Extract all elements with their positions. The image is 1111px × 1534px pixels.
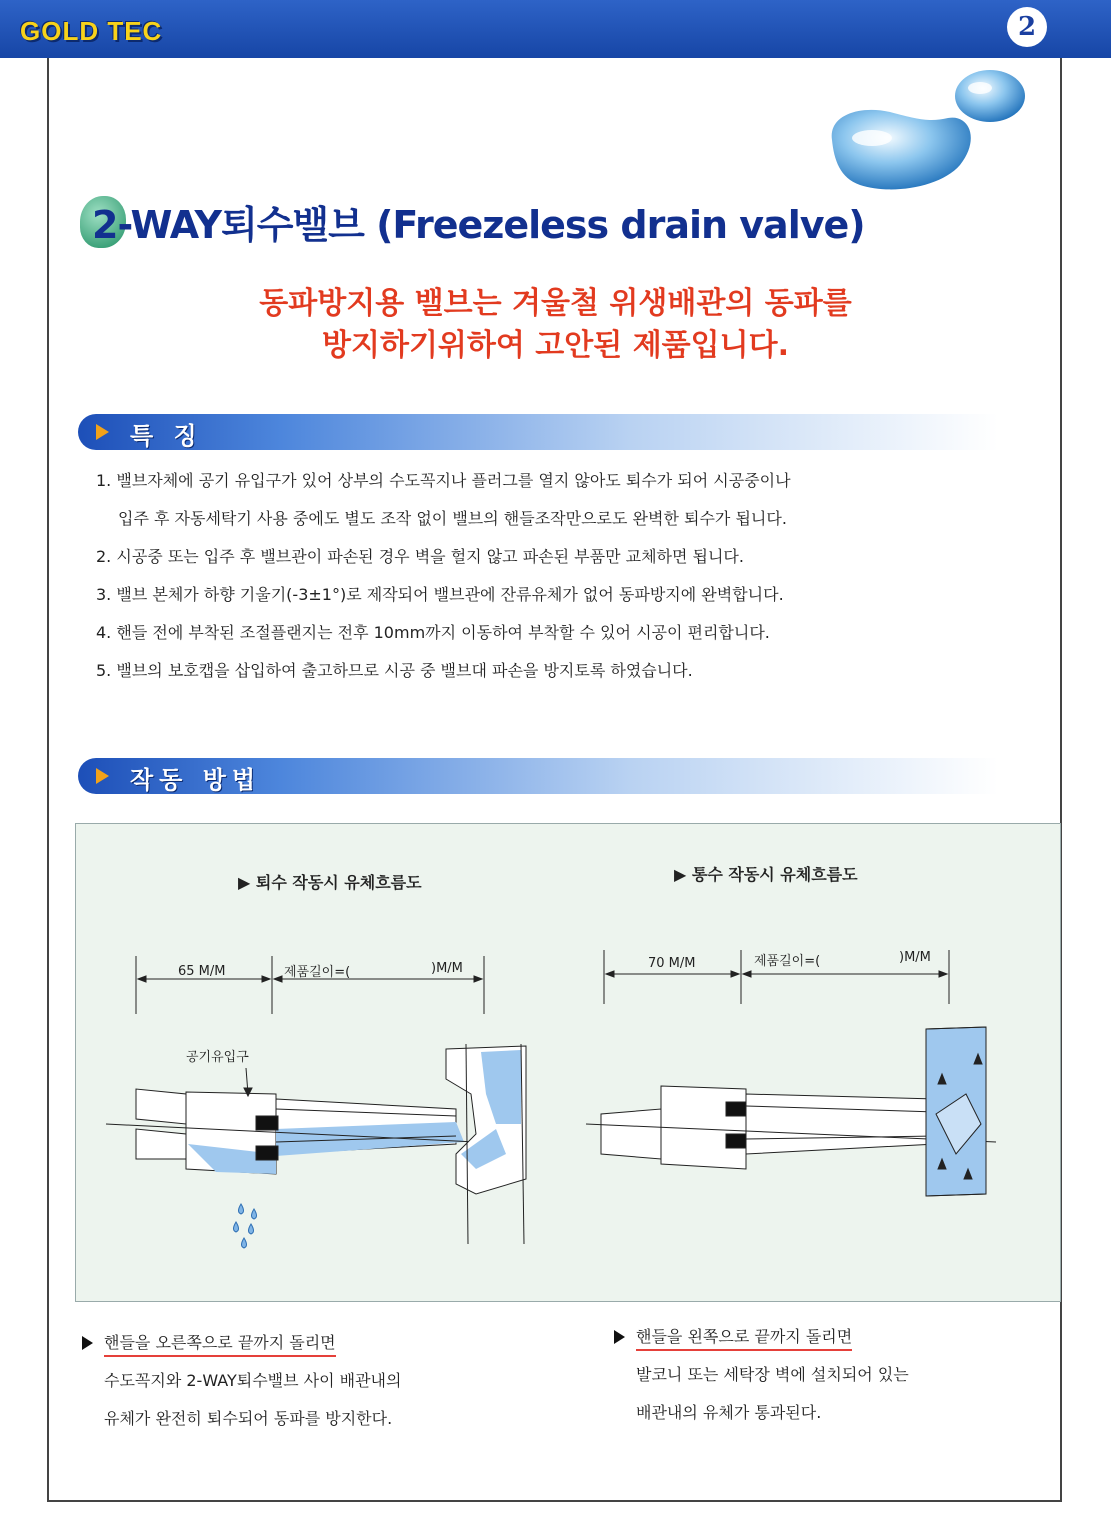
triangle-bullet-icon <box>614 1330 625 1344</box>
caption-flow <box>636 1318 909 1432</box>
features-list <box>96 462 976 690</box>
dimension-label-right-length: 제품길이=( <box>754 954 821 969</box>
dimension-label-left-length: 제품길이=( <box>284 965 351 980</box>
flow-diagram-panel <box>75 823 1061 1302</box>
list-item-continuation: 입주 후 자동세탁기 사용 중에도 별도 조작 없이 밸브의 핸들조작만으로도 완벽한 퇴수가 됩니다. <box>118 509 787 528</box>
diagram-title-drain: ▶ 퇴수 작동시 유체흐름도 <box>238 873 422 892</box>
diagram-title-flow: ▶ 통수 작동시 유체흐름도 <box>674 865 858 884</box>
caption-drain-head: 핸들을 오른쪽으로 끝까지 돌리면 <box>104 1332 336 1357</box>
caption-flow-line-2: 배관내의 유체가 통과된다. <box>636 1403 822 1422</box>
page-border-bottom <box>47 1500 1062 1502</box>
dimension-label-right-unit: )M/M <box>899 950 931 965</box>
triangle-bullet-icon <box>82 1336 93 1350</box>
section-label-operation: 작동 방법 <box>130 766 262 794</box>
triangle-bullet-icon <box>96 768 109 784</box>
header-bar <box>0 0 1111 58</box>
caption-drain-line-1: 수도꼭지와 2-WAY퇴수밸브 사이 배관내의 <box>104 1371 402 1390</box>
section-label-features: 특 징 <box>130 422 203 450</box>
section-header-features <box>78 414 998 450</box>
dimension-label-right-70: 70 M/M <box>648 956 696 971</box>
air-inlet-label: 공기유입구 <box>186 1050 249 1065</box>
list-item: 3. 밸브 본체가 하향 기울기(-3±1°)로 제작되어 밸브관에 잔류유체가 없어 동파방지에 완벽합니다. <box>96 585 784 604</box>
brand-logo: GOLD TEC <box>20 16 163 46</box>
page-border-left <box>47 58 49 1502</box>
caption-drain-line-2: 유체가 완전히 퇴수되어 동파를 방지한다. <box>104 1409 393 1428</box>
page-title: 2-WAY퇴수밸브 (Freezeless drain valve) <box>92 203 865 247</box>
dimension-label-left-unit: )M/M <box>431 961 463 976</box>
dimension-label-left-65: 65 M/M <box>178 964 226 979</box>
water-drops-decoration <box>820 60 1040 200</box>
section-header-operation <box>78 758 998 794</box>
triangle-bullet-icon <box>96 424 109 440</box>
list-item: 2. 시공중 또는 입주 후 밸브관이 파손된 경우 벽을 헐지 않고 파손된 부품만 교체하면 됩니다. <box>96 547 744 566</box>
caption-drain <box>104 1324 401 1438</box>
caption-flow-line-1: 발코니 또는 세탁장 벽에 설치되어 있는 <box>636 1365 909 1384</box>
list-item: 1. 밸브자체에 공기 유입구가 있어 상부의 수도꼭지나 플러그를 열지 않아도 퇴수가 되어 시공중이나 <box>96 471 791 490</box>
page-number: 2 <box>1007 7 1047 47</box>
list-item: 4. 핸들 전에 부착된 조절플랜지는 전후 10mm까지 이동하여 부착할 수 있어 시공이 편리합니다. <box>96 623 770 642</box>
subtitle-line-1: 동파방지용 밸브는 겨울철 위생배관의 동파를 <box>259 286 852 321</box>
subtitle-line-2: 방지하기위하여 고안된 제품입니다. <box>322 328 789 363</box>
list-item: 5. 밸브의 보호캡을 삽입하여 출고하므로 시공 중 밸브대 파손을 방지토록 하였습니다. <box>96 661 693 680</box>
caption-flow-head: 핸들을 왼쪽으로 끝까지 돌리면 <box>636 1326 852 1351</box>
